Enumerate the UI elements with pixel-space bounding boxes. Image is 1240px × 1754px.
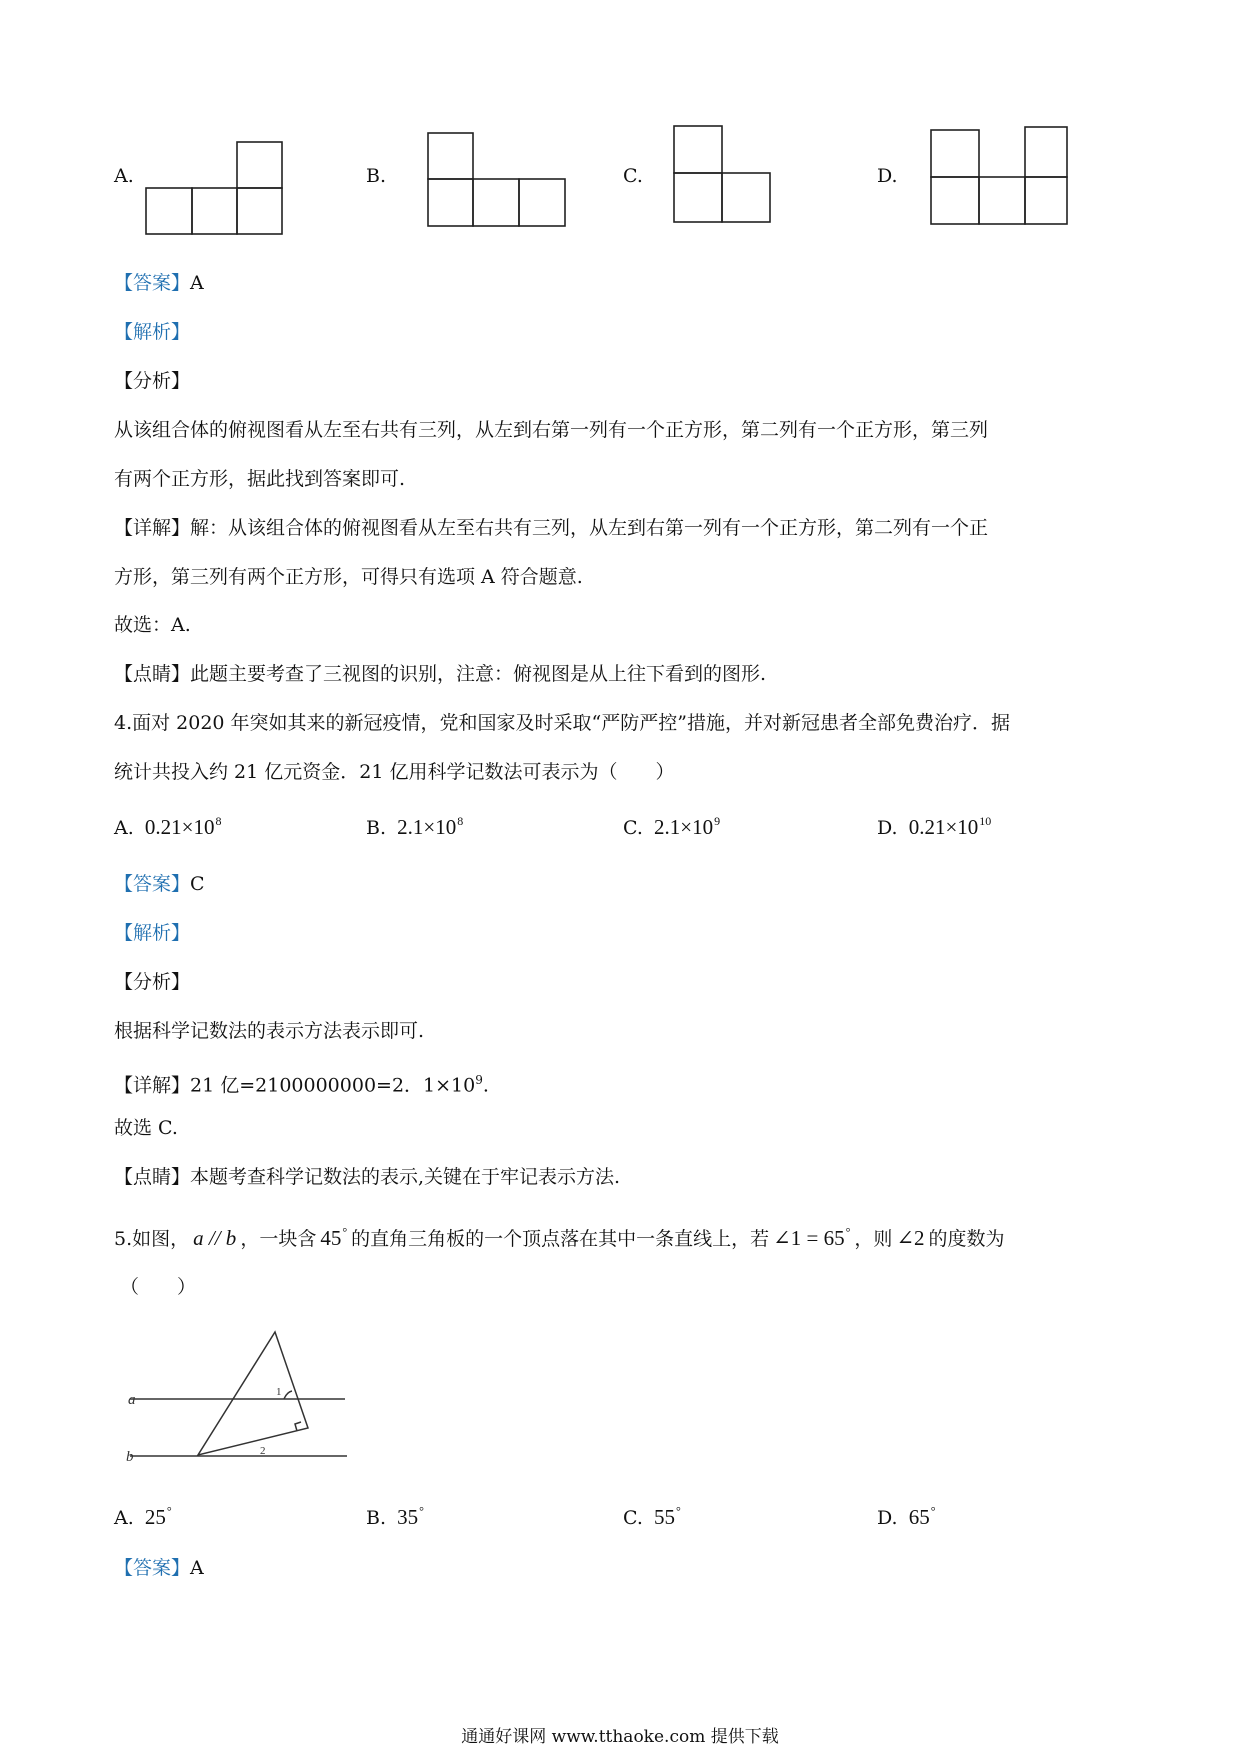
option-label: C.	[623, 1507, 643, 1529]
answer-tag: 【答案】	[114, 873, 191, 895]
stem-text: 的度数为	[928, 1228, 1005, 1250]
option-exponent: 8	[457, 814, 464, 828]
detail-end: .	[482, 1074, 489, 1097]
q5-triangle-figure	[110, 1325, 360, 1465]
q3-option-figures	[0, 0, 1240, 260]
answer-value: A	[190, 1557, 204, 1579]
answer-value: A	[190, 272, 204, 294]
degree-symbol: °	[676, 1504, 681, 1518]
option-label: B.	[366, 1507, 387, 1529]
q3-option-d-label: D.	[877, 165, 898, 187]
q3-figure-b	[428, 133, 565, 226]
option-exponent: 9	[714, 814, 721, 828]
stem-angle-1: ∠1 = 65	[773, 1226, 845, 1250]
detail-text: 21 亿=2100000000=2．1×10	[190, 1074, 476, 1097]
q4-choose: 故选 C.	[114, 1117, 178, 1139]
degree-symbol: °	[930, 1504, 936, 1518]
degree-symbol: °	[845, 1225, 851, 1239]
q3-figure-d	[931, 127, 1067, 224]
stem-angle-2: ∠2	[896, 1226, 925, 1250]
page-footer: 通通好课网 www.tthaoke.com 提供下载	[461, 1727, 779, 1747]
option-base: 2.1×10	[397, 815, 457, 839]
q3-analysis-line-2: 有两个正方形，据此找到答案即可.	[114, 468, 406, 490]
degree-symbol: °	[166, 1504, 172, 1518]
label-a: a	[128, 1392, 136, 1408]
q5-answer-line	[114, 1556, 204, 1580]
option-exponent: 10	[979, 814, 992, 828]
q3-option-c-label: C.	[623, 165, 643, 187]
q5-option-a	[114, 1504, 172, 1530]
label-b: b	[126, 1449, 134, 1465]
q5-option-b	[366, 1504, 424, 1530]
q3-figure-c	[674, 126, 770, 222]
label-angle-2: 2	[260, 1445, 266, 1457]
q5-option-c	[623, 1504, 681, 1530]
triangle-plate	[198, 1332, 308, 1455]
detail-text: 解：从该组合体的俯视图看从左至右共有三列，从左到右第一列有一个正方形，第二列有一个正	[190, 517, 989, 539]
option-value	[654, 815, 720, 839]
option-value	[145, 815, 222, 839]
degree-symbol: °	[419, 1504, 424, 1518]
q3-detail-line-1	[114, 516, 988, 540]
option-value: 25	[144, 1505, 166, 1529]
q4-comment	[114, 1165, 620, 1189]
q3-answer-line	[114, 271, 204, 295]
option-value	[397, 815, 463, 839]
option-label: A.	[114, 817, 134, 839]
option-base: 0.21×10	[144, 815, 215, 839]
q3-option-b-label: B.	[366, 165, 387, 187]
comment-text: 此题主要考查了三视图的识别，注意：俯视图是从上往下看到的图形.	[190, 663, 767, 685]
q4-jiexi-tag: 【解析】	[114, 922, 191, 944]
q4-analysis: 根据科学记数法的表示方法表示即可.	[114, 1020, 425, 1042]
option-label: C.	[623, 817, 643, 839]
q4-option-b	[366, 814, 463, 840]
option-label: A.	[114, 1507, 134, 1529]
answer-tag: 【答案】	[114, 272, 191, 294]
q4-option-c	[623, 814, 720, 840]
q3-figure-a	[146, 142, 282, 234]
q3-choose: 故选：A.	[114, 614, 191, 636]
q3-detail-line-2: 方形，第三列有两个正方形，可得只有选项 A 符合题意.	[114, 566, 583, 588]
comment-text: 本题考查科学记数法的表示,关键在于牢记表示方法.	[190, 1166, 621, 1188]
stem-text: ，一块含	[240, 1228, 317, 1250]
q3-analysis-line-1: 从该组合体的俯视图看从左至右共有三列，从左到右第一列有一个正方形，第二列有一个正方形，第三列	[114, 419, 989, 441]
q4-answer-line	[114, 872, 205, 896]
option-label: D.	[877, 1507, 898, 1529]
option-value	[909, 815, 992, 839]
stem-text: 5.如图，	[114, 1228, 190, 1250]
stem-text: ，则	[854, 1228, 893, 1250]
comment-tag: 【点睛】	[114, 1166, 191, 1188]
answer-value: C	[190, 873, 205, 895]
option-label: D.	[877, 817, 898, 839]
degree-symbol: °	[342, 1225, 348, 1239]
detail-exponent: 9	[475, 1073, 483, 1087]
option-value: 65	[908, 1505, 930, 1529]
q4-fenxi-tag: 【分析】	[114, 971, 191, 993]
option-base: 0.21×10	[908, 815, 979, 839]
label-angle-1: 1	[276, 1386, 282, 1398]
detail-tag: 【详解】	[114, 1074, 191, 1097]
q4-stem-line-1: 4.面对 2020 年突如其来的新冠疫情，党和国家及时采取“严防严控”措施，并对新冠患者全部免费治疗．据	[114, 712, 1010, 734]
q5-stem-paren: （ ）	[120, 1276, 197, 1298]
stem-parallel-expression: a // b	[193, 1226, 237, 1250]
detail-tag: 【详解】	[114, 517, 191, 539]
q3-option-a-label: A.	[114, 165, 134, 187]
q3-comment	[114, 662, 766, 686]
stem-angle-45: 45	[320, 1226, 342, 1250]
q4-stem-line-2: 统计共投入约 21 亿元资金．21 亿用科学记数法可表示为（ ）	[114, 761, 675, 783]
q3-jiexi-tag: 【解析】	[114, 321, 191, 343]
option-label: B.	[366, 817, 387, 839]
q4-option-a	[114, 814, 221, 840]
option-value: 55	[654, 1505, 675, 1529]
option-value: 35	[397, 1505, 419, 1529]
q3-fenxi-tag: 【分析】	[114, 370, 191, 392]
option-exponent: 8	[215, 814, 222, 828]
q4-detail	[114, 1068, 489, 1097]
q5-option-d	[877, 1504, 936, 1530]
comment-tag: 【点睛】	[114, 663, 191, 685]
stem-text: 的直角三角板的一个顶点落在其中一条直线上，若	[351, 1228, 770, 1250]
q4-option-d	[877, 814, 991, 840]
answer-tag: 【答案】	[114, 1557, 191, 1579]
angle-1-arc	[284, 1391, 292, 1399]
option-base: 2.1×10	[654, 815, 714, 839]
q5-stem-line-1	[114, 1220, 1005, 1251]
